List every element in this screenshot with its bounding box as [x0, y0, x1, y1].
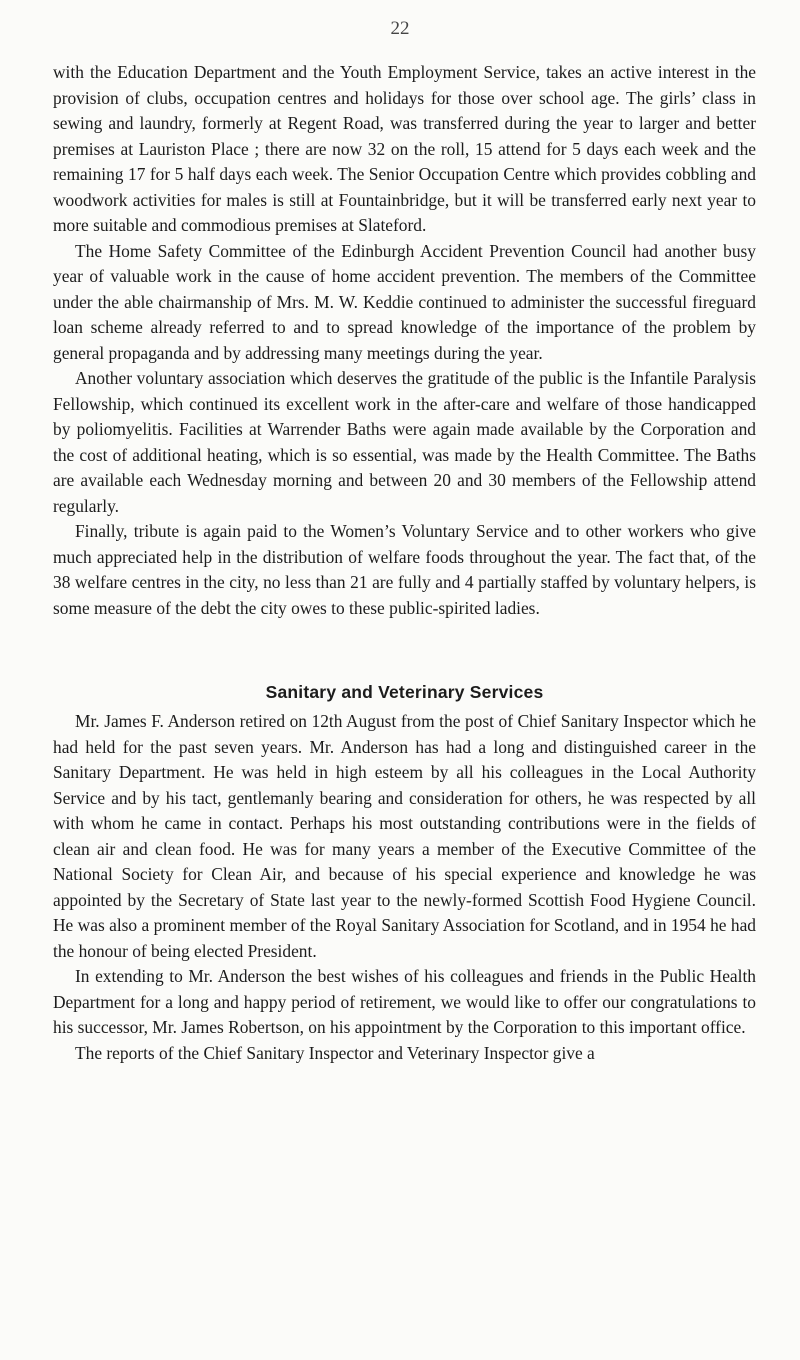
paragraph-youth-services: with the Education Department and the Youth Employment Service, takes an active interest in the provision of clubs, occupation centres and holidays for those over school age. The girls’ class in sewing and laundry, formerly at Regent Road, was transferred during the year to larger and better premises at Lauriston Place ; there are now 32 on the roll, 15 attend for 5 days each week and the remaining 17 for 5 half days each week. The Senior Occupation Centre which provides cobbling and woodwork activities for males is still at Fountainbridge, but it will be transferred early next year to more suitable and commodious premises at Slateford.	[53, 62, 756, 235]
page-number: 22	[390, 18, 410, 39]
paragraph-reports: The reports of the Chief Sanitary Inspector and Veterinary Inspector give a	[75, 1042, 595, 1063]
document-body	[53, 60, 756, 1066]
paragraph-anderson-retirement: Mr. James F. Anderson retired on 12th August from the post of Chief Sanitary Inspector which he had held for the past seven years. Mr. Anderson has had a long and distinguished career in the Sanitary Department. He was held in high esteem by all his colleagues in the Local Authority Service and by his tact, gentlemanly bearing and consideration for others, he was respected by all with whom he came in contact. Perhaps his most outstanding contributions were in the fields of clean air and clean food. He was for many years a member of the Executive Committee of the National Society for Clean Air, and because of his special experience and knowledge he was appointed by the Secretary of State last year to the newly-formed Scottish Food Hygiene Council. He was also a prominent member of the Royal Sanitary Association for Scotland, and in 1954 he had the honour of being elected President.	[53, 711, 756, 961]
paragraph-successor: In extending to Mr. Anderson the best wishes of his colleagues and friends in the Public Health Department for a long and happy period of retirement, we would like to offer our congratulations to his successor, Mr. James Robertson, on his appointment by the Corporation to this important office.	[53, 966, 756, 1037]
section-heading-sanitary-veterinary: Sanitary and Veterinary Services	[265, 682, 544, 702]
paragraph-womens-voluntary-service: Finally, tribute is again paid to the Women’s Voluntary Service and to other workers who give much appreciated help in the distribution of welfare foods throughout the year. The fact that, of the 38 welfare centres in the city, no less than 21 are fully and 4 partially staffed by voluntary helpers, is some measure of the debt the city owes to these public-spirited ladies.	[53, 521, 756, 618]
paragraph-infantile-paralysis: Another voluntary association which deserves the gratitude of the public is the Infantile Paralysis Fellowship, which continued its excellent work in the after-care and welfare of those handicapped by poliomyelitis. Facilities at Warrender Baths were again made available by the Corporation and the cost of additional heating, which is so essential, was made by the Health Committee. The Baths are available each Wednesday morning and between 20 and 30 members of the Fellowship attend regularly.	[53, 368, 756, 516]
paragraph-home-safety: The Home Safety Committee of the Edinburgh Accident Prevention Council had another busy year of valuable work in the cause of home accident prevention. The members of the Committee under the able chairmanship of Mrs. M. W. Keddie continued to administer the successful fireguard loan scheme already referred to and to spread knowledge of the importance of the problem by general propaganda and by addressing many meetings during the year.	[53, 240, 756, 363]
